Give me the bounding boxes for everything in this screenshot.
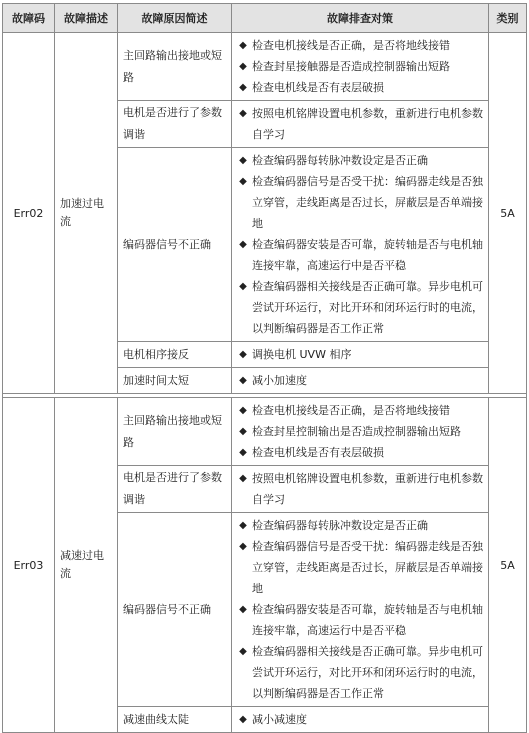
header-measure: 故障排查对策 bbox=[232, 4, 489, 33]
action-text: 检查编码器信号是否受干扰：编码器走线是否独立穿管，走线距离是否过长，屏蔽层是否单端接地 bbox=[252, 540, 483, 595]
diamond-bullet-icon: ◆ bbox=[239, 714, 247, 725]
fault-body bbox=[3, 33, 527, 733]
diamond-bullet-icon: ◆ bbox=[239, 155, 247, 166]
action-item bbox=[237, 641, 485, 704]
action-text: 按照电机铭牌设置电机参数，重新进行电机参数自学习 bbox=[252, 472, 483, 506]
fault-actions bbox=[232, 513, 489, 707]
fault-description: 加速过电流 bbox=[55, 33, 118, 394]
action-item bbox=[237, 276, 485, 339]
fault-actions bbox=[232, 707, 489, 733]
diamond-bullet-icon: ◆ bbox=[239, 176, 247, 187]
fault-actions bbox=[232, 33, 489, 101]
action-text: 减小减速度 bbox=[252, 713, 307, 726]
action-item bbox=[237, 103, 485, 145]
action-text: 调换电机 UVW 相序 bbox=[252, 348, 352, 361]
header-description: 故障描述 bbox=[55, 4, 118, 33]
action-text: 检查编码器相关接线是否正确可靠。异步电机可尝试开环运行，对比开环和闭环运行时的电流，以判断编码器是否工作正常 bbox=[252, 280, 483, 335]
action-text: 检查电机线是否有表层破损 bbox=[252, 446, 384, 459]
action-text: 检查编码器每转脉冲数设定是否正确 bbox=[252, 519, 428, 532]
action-text: 检查电机接线是否正确，是否将地线接错 bbox=[252, 404, 450, 417]
action-item bbox=[237, 421, 485, 442]
fault-table bbox=[2, 3, 527, 733]
fault-cause-row bbox=[3, 398, 527, 466]
action-text: 检查电机线是否有表层破损 bbox=[252, 81, 384, 94]
diamond-bullet-icon: ◆ bbox=[239, 281, 247, 292]
fault-cause: 电机是否进行了参数调谐 bbox=[118, 466, 232, 513]
diamond-bullet-icon: ◆ bbox=[239, 405, 247, 416]
diamond-bullet-icon: ◆ bbox=[239, 426, 247, 437]
diamond-bullet-icon: ◆ bbox=[239, 646, 247, 657]
action-text: 按照电机铭牌设置电机参数，重新进行电机参数自学习 bbox=[252, 107, 483, 141]
action-text: 检查编码器相关接线是否正确可靠。异步电机可尝试开环运行，对比开环和闭环运行时的电流，以判断编码器是否工作正常 bbox=[252, 645, 483, 700]
fault-code: Err03 bbox=[3, 398, 55, 733]
diamond-bullet-icon: ◆ bbox=[239, 520, 247, 531]
fault-category: 5A bbox=[489, 398, 527, 733]
action-text: 检查封星接触器是否造成控制器输出短路 bbox=[252, 60, 450, 73]
diamond-bullet-icon: ◆ bbox=[239, 349, 247, 360]
header-row bbox=[3, 4, 527, 33]
fault-cause: 减速曲线太陡 bbox=[118, 707, 232, 733]
diamond-bullet-icon: ◆ bbox=[239, 604, 247, 615]
fault-cause: 加速时间太短 bbox=[118, 368, 232, 394]
action-item bbox=[237, 400, 485, 421]
diamond-bullet-icon: ◆ bbox=[239, 473, 247, 484]
action-item bbox=[237, 442, 485, 463]
fault-actions bbox=[232, 398, 489, 466]
fault-actions bbox=[232, 101, 489, 148]
action-item bbox=[237, 171, 485, 234]
diamond-bullet-icon: ◆ bbox=[239, 108, 247, 119]
fault-cause: 主回路输出接地或短路 bbox=[118, 33, 232, 101]
header-cause: 故障原因简述 bbox=[118, 4, 232, 33]
action-item bbox=[237, 468, 485, 510]
fault-cause: 电机是否进行了参数调谐 bbox=[118, 101, 232, 148]
fault-cause: 编码器信号不正确 bbox=[118, 513, 232, 707]
action-text: 检查编码器信号是否受干扰：编码器走线是否独立穿管，走线距离是否过长，屏蔽层是否单端接地 bbox=[252, 175, 483, 230]
action-text: 检查封星控制输出是否造成控制器输出短路 bbox=[252, 425, 461, 438]
fault-actions bbox=[232, 466, 489, 513]
diamond-bullet-icon: ◆ bbox=[239, 239, 247, 250]
action-text: 减小加速度 bbox=[252, 374, 307, 387]
action-item bbox=[237, 344, 485, 365]
fault-cause: 编码器信号不正确 bbox=[118, 148, 232, 342]
header-category: 类别 bbox=[489, 4, 527, 33]
action-text: 检查电机接线是否正确，是否将地线接错 bbox=[252, 39, 450, 52]
diamond-bullet-icon: ◆ bbox=[239, 541, 247, 552]
diamond-bullet-icon: ◆ bbox=[239, 40, 247, 51]
fault-category: 5A bbox=[489, 33, 527, 394]
action-item bbox=[237, 234, 485, 276]
action-item bbox=[237, 515, 485, 536]
fault-description: 减速过电流 bbox=[55, 398, 118, 733]
fault-cause: 主回路输出接地或短路 bbox=[118, 398, 232, 466]
fault-actions bbox=[232, 368, 489, 394]
action-text: 检查编码器每转脉冲数设定是否正确 bbox=[252, 154, 428, 167]
diamond-bullet-icon: ◆ bbox=[239, 375, 247, 386]
fault-actions bbox=[232, 342, 489, 368]
fault-actions bbox=[232, 148, 489, 342]
action-item bbox=[237, 536, 485, 599]
action-item bbox=[237, 35, 485, 56]
action-text: 检查编码器安装是否可靠，旋转轴是否与电机轴连接牢靠，高速运行中是否平稳 bbox=[252, 238, 483, 272]
action-item bbox=[237, 56, 485, 77]
diamond-bullet-icon: ◆ bbox=[239, 61, 247, 72]
action-item bbox=[237, 150, 485, 171]
header-code: 故障码 bbox=[3, 4, 55, 33]
diamond-bullet-icon: ◆ bbox=[239, 447, 247, 458]
action-item bbox=[237, 599, 485, 641]
action-item bbox=[237, 77, 485, 98]
fault-code: Err02 bbox=[3, 33, 55, 394]
action-text: 检查编码器安装是否可靠，旋转轴是否与电机轴连接牢靠，高速运行中是否平稳 bbox=[252, 603, 483, 637]
action-item bbox=[237, 370, 485, 391]
action-item bbox=[237, 709, 485, 730]
fault-cause: 电机相序接反 bbox=[118, 342, 232, 368]
fault-cause-row bbox=[3, 33, 527, 101]
diamond-bullet-icon: ◆ bbox=[239, 82, 247, 93]
